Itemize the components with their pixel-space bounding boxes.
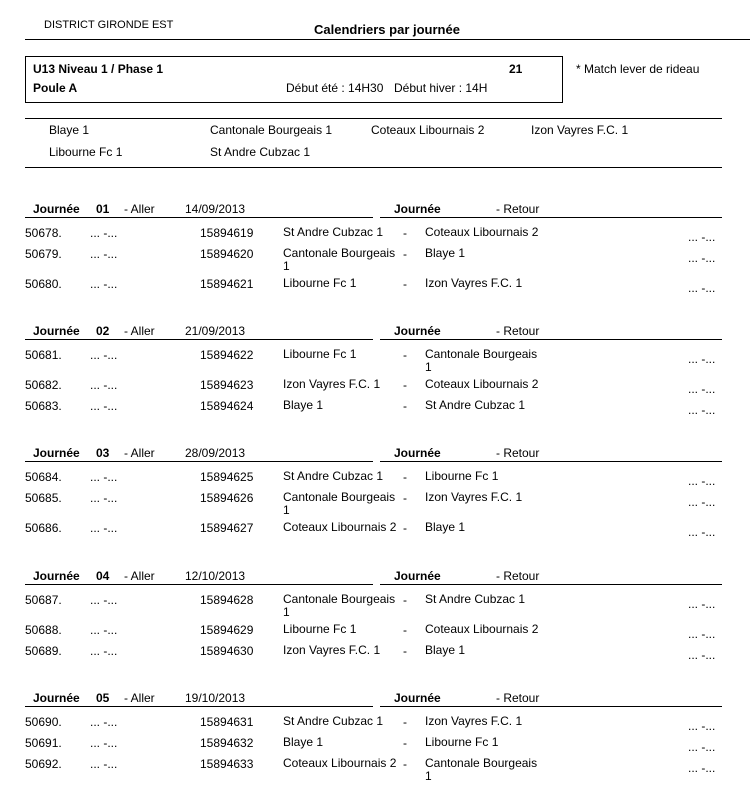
match-id: 50688. xyxy=(25,623,62,637)
retour-rule xyxy=(380,706,722,707)
journee-label: Journée xyxy=(33,691,80,705)
retour-rule xyxy=(380,217,722,218)
lever-rideau-note: * Match lever de rideau xyxy=(576,62,700,76)
match-code: 15894632 xyxy=(200,736,254,750)
match-separator: - xyxy=(403,715,407,729)
journee-block xyxy=(0,324,750,434)
away-team: Blaye 1 xyxy=(425,643,466,657)
aller-label: - Aller xyxy=(124,691,155,705)
aller-rule xyxy=(25,339,373,340)
match-separator: - xyxy=(403,521,407,535)
retour-journee-label: Journée xyxy=(394,202,441,216)
journee-label: Journée xyxy=(33,446,80,460)
journee-date: 12/10/2013 xyxy=(185,569,246,583)
match-score-retour: ... -... xyxy=(688,648,716,662)
match-score-aller: ... -... xyxy=(90,736,118,750)
away-team: Libourne Fc 1 xyxy=(425,469,499,483)
match-separator: - xyxy=(403,226,407,240)
debut-ete: Début été : 14H30 xyxy=(286,81,384,95)
retour-journee-label: Journée xyxy=(394,569,441,583)
away-team: Izon Vayres F.C. 1 xyxy=(425,714,523,728)
match-id: 50682. xyxy=(25,378,62,392)
match-id: 50686. xyxy=(25,521,62,535)
away-team: Cantonale Bourgeais 1 xyxy=(425,756,538,783)
match-id: 50683. xyxy=(25,399,62,413)
match-separator: - xyxy=(403,247,407,261)
home-team: St Andre Cubzac 1 xyxy=(283,225,384,239)
aller-rule xyxy=(25,461,373,462)
home-team: Cantonale Bourgeais 1 xyxy=(283,246,396,273)
match-id: 50689. xyxy=(25,644,62,658)
competition-name: U13 Niveau 1 / Phase 1 xyxy=(33,62,164,76)
match-score-aller: ... -... xyxy=(90,521,118,535)
home-team: Libourne Fc 1 xyxy=(283,276,357,290)
match-id: 50678. xyxy=(25,226,62,240)
aller-label: - Aller xyxy=(124,446,155,460)
journee-label: Journée xyxy=(33,569,80,583)
match-score-retour: ... -... xyxy=(688,761,716,775)
journee-block xyxy=(0,569,750,679)
match-separator: - xyxy=(403,470,407,484)
home-team: Blaye 1 xyxy=(283,735,324,749)
retour-rule xyxy=(380,584,722,585)
aller-rule xyxy=(25,217,373,218)
match-separator: - xyxy=(403,736,407,750)
match-score-retour: ... -... xyxy=(688,251,716,265)
match-code: 15894628 xyxy=(200,593,254,607)
journee-date: 21/09/2013 xyxy=(185,324,246,338)
away-team: Libourne Fc 1 xyxy=(425,735,499,749)
match-code: 15894622 xyxy=(200,348,254,362)
home-team: Libourne Fc 1 xyxy=(283,347,357,361)
match-id: 50687. xyxy=(25,593,62,607)
retour-rule xyxy=(380,339,722,340)
match-score-retour: ... -... xyxy=(688,230,716,244)
home-team: Libourne Fc 1 xyxy=(283,622,357,636)
match-score-aller: ... -... xyxy=(90,378,118,392)
match-id: 50690. xyxy=(25,715,62,729)
journee-number: 05 xyxy=(96,691,110,705)
teams-bottom-rule xyxy=(25,167,722,168)
match-score-aller: ... -... xyxy=(90,247,118,261)
journee-date: 19/10/2013 xyxy=(185,691,246,705)
away-team: Blaye 1 xyxy=(425,246,466,260)
match-score-aller: ... -... xyxy=(90,757,118,771)
match-code: 15894627 xyxy=(200,521,254,535)
journee-block xyxy=(0,691,750,801)
match-id: 50680. xyxy=(25,277,62,291)
match-score-aller: ... -... xyxy=(90,593,118,607)
match-code: 15894625 xyxy=(200,470,254,484)
match-score-retour: ... -... xyxy=(688,525,716,539)
away-team: St Andre Cubzac 1 xyxy=(425,398,526,412)
match-score-retour: ... -... xyxy=(688,627,716,641)
team-name: Cantonale Bourgeais 1 xyxy=(210,123,333,137)
journee-label: Journée xyxy=(33,202,80,216)
match-score-retour: ... -... xyxy=(688,281,716,295)
district-name: DISTRICT GIRONDE EST xyxy=(44,19,174,31)
journee-number: 04 xyxy=(96,569,110,583)
team-name: Libourne Fc 1 xyxy=(49,145,123,159)
journee-label: Journée xyxy=(33,324,80,338)
match-code: 15894626 xyxy=(200,491,254,505)
match-id: 50681. xyxy=(25,348,62,362)
home-team: Izon Vayres F.C. 1 xyxy=(283,643,381,657)
match-score-retour: ... -... xyxy=(688,719,716,733)
journee-number: 03 xyxy=(96,446,110,460)
match-separator: - xyxy=(403,593,407,607)
match-id: 50684. xyxy=(25,470,62,484)
match-score-aller: ... -... xyxy=(90,399,118,413)
match-score-aller: ... -... xyxy=(90,623,118,637)
match-score-aller: ... -... xyxy=(90,491,118,505)
teams-top-rule xyxy=(25,118,722,119)
retour-journee-label: Journée xyxy=(394,324,441,338)
match-score-aller: ... -... xyxy=(90,226,118,240)
match-score-retour: ... -... xyxy=(688,352,716,366)
aller-label: - Aller xyxy=(124,569,155,583)
aller-rule xyxy=(25,706,373,707)
match-id: 50692. xyxy=(25,757,62,771)
home-team: Cantonale Bourgeais 1 xyxy=(283,592,396,619)
home-team: Izon Vayres F.C. 1 xyxy=(283,377,381,391)
home-team: St Andre Cubzac 1 xyxy=(283,714,384,728)
match-code: 15894630 xyxy=(200,644,254,658)
team-name: St Andre Cubzac 1 xyxy=(210,145,311,159)
match-code: 15894631 xyxy=(200,715,254,729)
match-code: 15894624 xyxy=(200,399,254,413)
journee-date: 14/09/2013 xyxy=(185,202,246,216)
match-score-retour: ... -... xyxy=(688,740,716,754)
match-score-retour: ... -... xyxy=(688,597,716,611)
home-team: Cantonale Bourgeais 1 xyxy=(283,490,396,517)
away-team: St Andre Cubzac 1 xyxy=(425,592,526,606)
match-separator: - xyxy=(403,644,407,658)
match-separator: - xyxy=(403,491,407,505)
away-team: Coteaux Libournais 2 xyxy=(425,225,539,239)
match-score-retour: ... -... xyxy=(688,495,716,509)
match-separator: - xyxy=(403,623,407,637)
away-team: Coteaux Libournais 2 xyxy=(425,622,539,636)
team-name: Izon Vayres F.C. 1 xyxy=(531,123,629,137)
home-team: Coteaux Libournais 2 xyxy=(283,756,397,770)
match-separator: - xyxy=(403,378,407,392)
match-score-aller: ... -... xyxy=(90,644,118,658)
home-team: Blaye 1 xyxy=(283,398,324,412)
match-separator: - xyxy=(403,399,407,413)
match-code: 15894621 xyxy=(200,277,254,291)
match-id: 50679. xyxy=(25,247,62,261)
home-team: St Andre Cubzac 1 xyxy=(283,469,384,483)
journee-block xyxy=(0,202,750,312)
journee-date: 28/09/2013 xyxy=(185,446,246,460)
match-score-aller: ... -... xyxy=(90,277,118,291)
team-name: Blaye 1 xyxy=(49,123,90,137)
match-code: 15894623 xyxy=(200,378,254,392)
match-score-retour: ... -... xyxy=(688,382,716,396)
retour-label: - Retour xyxy=(496,202,540,216)
match-score-aller: ... -... xyxy=(90,715,118,729)
match-score-retour: ... -... xyxy=(688,474,716,488)
away-team: Coteaux Libournais 2 xyxy=(425,377,539,391)
poule-label: Poule A xyxy=(33,81,78,95)
match-code: 15894629 xyxy=(200,623,254,637)
home-team: Coteaux Libournais 2 xyxy=(283,520,397,534)
retour-label: - Retour xyxy=(496,446,540,460)
header-rule xyxy=(25,39,750,40)
match-separator: - xyxy=(403,348,407,362)
match-score-retour: ... -... xyxy=(688,403,716,417)
match-separator: - xyxy=(403,757,407,771)
match-id: 50685. xyxy=(25,491,62,505)
retour-journee-label: Journée xyxy=(394,691,441,705)
away-team: Izon Vayres F.C. 1 xyxy=(425,276,523,290)
retour-label: - Retour xyxy=(496,324,540,338)
match-score-aller: ... -... xyxy=(90,470,118,484)
aller-label: - Aller xyxy=(124,202,155,216)
retour-journee-label: Journée xyxy=(394,446,441,460)
match-score-aller: ... -... xyxy=(90,348,118,362)
aller-rule xyxy=(25,584,373,585)
retour-label: - Retour xyxy=(496,691,540,705)
journee-number: 01 xyxy=(96,202,110,216)
team-name: Coteaux Libournais 2 xyxy=(371,123,485,137)
journee-block xyxy=(0,446,750,556)
journee-number: 02 xyxy=(96,324,110,338)
competition-number: 21 xyxy=(509,62,523,76)
away-team: Blaye 1 xyxy=(425,520,466,534)
aller-label: - Aller xyxy=(124,324,155,338)
page-title: Calendriers par journée xyxy=(314,22,460,37)
retour-label: - Retour xyxy=(496,569,540,583)
retour-rule xyxy=(380,461,722,462)
debut-hiver: Début hiver : 14H xyxy=(394,81,488,95)
match-code: 15894620 xyxy=(200,247,254,261)
away-team: Cantonale Bourgeais 1 xyxy=(425,347,538,374)
match-code: 15894619 xyxy=(200,226,254,240)
match-id: 50691. xyxy=(25,736,62,750)
match-code: 15894633 xyxy=(200,757,254,771)
match-separator: - xyxy=(403,277,407,291)
away-team: Izon Vayres F.C. 1 xyxy=(425,490,523,504)
